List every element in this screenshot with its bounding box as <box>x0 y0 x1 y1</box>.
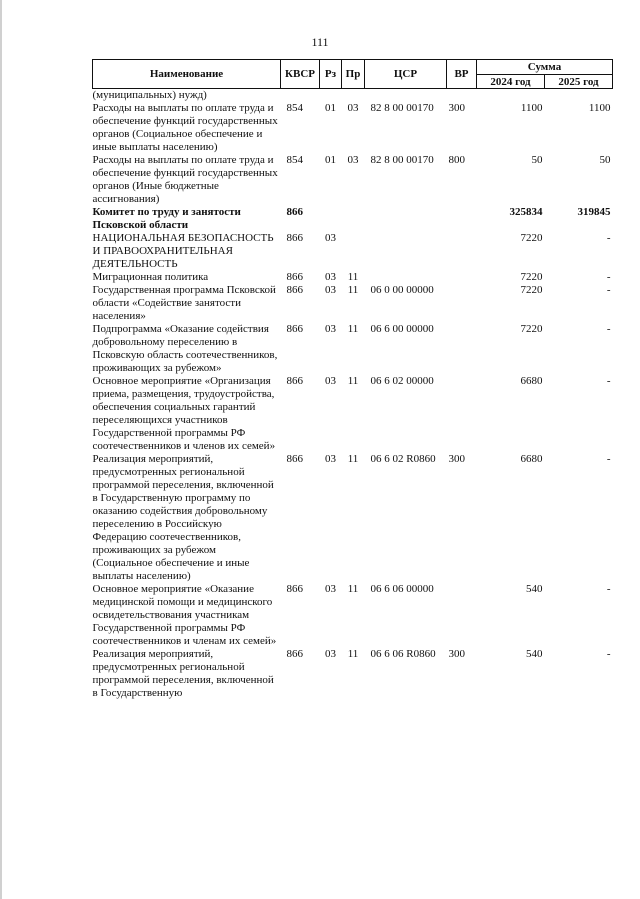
row-csr <box>365 271 447 284</box>
header-vr: ВР <box>447 60 477 89</box>
row-vr: 300 <box>448 453 465 465</box>
row-name: Расходы на выплаты по оплате труда и обеспечение функций государственных органов (Социальное обеспечение и иные выплаты населению) <box>92 102 278 153</box>
header-year-2025: 2025 год <box>545 75 613 89</box>
row-sum-2024: 540 <box>526 648 543 660</box>
row-sum-2024: 6680 <box>520 375 543 387</box>
row-vr: 800 <box>448 154 465 166</box>
row-kvsr: 866 <box>286 206 303 218</box>
row-sum-2024: 7220 <box>520 271 543 283</box>
table-row <box>93 102 613 154</box>
row-vr <box>447 284 477 323</box>
table-row <box>93 583 613 648</box>
row-name: Подпрограмма «Оказание содействия добровольному переселению в Псковскую область соотечественников, проживающих за рубежом» <box>92 323 278 374</box>
row-vr <box>447 271 477 284</box>
row-kvsr: 866 <box>286 284 303 296</box>
table-header <box>93 60 613 89</box>
row-csr: 06 6 02 R0860 <box>370 453 436 465</box>
row-pr <box>342 206 365 232</box>
row-sum-2025: - <box>606 323 611 335</box>
row-vr <box>447 323 477 375</box>
row-name: Комитет по труду и занятости Псковской области <box>92 206 241 231</box>
row-sum-2024: 6680 <box>520 453 543 465</box>
row-sum-2025: - <box>606 453 611 465</box>
row-rz: 03 <box>325 648 336 660</box>
row-csr: 06 0 00 00000 <box>370 284 434 296</box>
table-row <box>93 271 613 284</box>
row-vr <box>447 583 477 648</box>
header-sum: Сумма <box>477 60 613 75</box>
row-rz: 03 <box>325 232 336 244</box>
table-row <box>93 206 613 232</box>
row-name: Расходы на выплаты по оплате труда и обеспечение функций государственных органов (Иные бюджетные ассигнования) <box>92 154 278 205</box>
row-sum-2025: - <box>606 271 611 283</box>
row-pr <box>342 232 365 271</box>
row-kvsr: 854 <box>286 154 303 166</box>
row-csr: 82 8 00 00170 <box>370 102 434 114</box>
header-name: Наименование <box>93 60 281 89</box>
header-pr: Пр <box>342 60 365 89</box>
row-sum-2024: 7220 <box>520 232 543 244</box>
table-row <box>93 648 613 700</box>
row-pr: 11 <box>347 375 359 387</box>
table-row <box>93 232 613 271</box>
row-rz: 03 <box>325 583 336 595</box>
row-vr: 300 <box>448 102 465 114</box>
row-sum-2025: - <box>606 583 611 595</box>
row-csr: 06 6 00 00000 <box>370 323 434 335</box>
row-rz: 03 <box>325 323 336 335</box>
row-csr <box>365 232 447 271</box>
row-sum-2025: - <box>606 232 611 244</box>
row-kvsr: 866 <box>286 271 303 283</box>
row-vr: 300 <box>448 648 465 660</box>
row-sum-2025: 50 <box>599 154 611 166</box>
header-kvsr: КВСР <box>281 60 320 89</box>
row-kvsr: 866 <box>286 323 303 335</box>
budget-table <box>92 59 613 700</box>
row-pr: 11 <box>347 271 359 283</box>
row-sum-2025: - <box>606 375 611 387</box>
row-name: Реализация мероприятий, предусмотренных региональной программой переселения, включенной в Государственную <box>92 648 274 699</box>
table-body <box>93 89 613 701</box>
row-csr: 06 6 06 R0860 <box>370 648 436 660</box>
row-pr: 03 <box>347 102 359 114</box>
row-vr <box>447 232 477 271</box>
row-rz <box>320 89 342 103</box>
row-sum-2024: 325834 <box>509 206 543 218</box>
row-name: НАЦИОНАЛЬНАЯ БЕЗОПАСНОСТЬ И ПРАВООХРАНИТЕЛЬНАЯ ДЕЯТЕЛЬНОСТЬ <box>92 232 274 270</box>
row-name: Миграционная политика <box>92 271 209 283</box>
row-sum-2024: 540 <box>526 583 543 595</box>
row-name: (муниципальных) нужд) <box>92 89 207 101</box>
row-name: Основное мероприятие «Организация приема, размещения, трудоустройства, обеспечения социальных гарантий переселяющихся участников Государственной программы РФ соотечественников и членов их семей» <box>92 375 276 452</box>
row-pr: 11 <box>347 583 359 595</box>
row-pr: 03 <box>347 154 359 166</box>
row-csr: 82 8 00 00170 <box>370 154 434 166</box>
table-row <box>93 375 613 453</box>
row-pr: 11 <box>347 648 359 660</box>
row-rz: 03 <box>325 271 336 283</box>
table-row <box>93 154 613 206</box>
row-name: Реализация мероприятий, предусмотренных региональной программой переселения, включенной в Государственную программу по оказанию содействия добровольному переселению в Российскую Федерацию соотечественников, проживающих за рубежом (Социальное обеспечение и иные выплаты населению) <box>92 453 274 582</box>
scan-edge <box>0 0 2 899</box>
table-row <box>93 89 613 103</box>
row-sum-2024 <box>477 89 545 103</box>
header-csr: ЦСР <box>365 60 447 89</box>
header-rz: Рз <box>320 60 342 89</box>
row-rz: 03 <box>325 284 336 296</box>
row-kvsr: 866 <box>286 375 303 387</box>
row-kvsr: 866 <box>286 648 303 660</box>
row-kvsr: 854 <box>286 102 303 114</box>
row-csr: 06 6 02 00000 <box>370 375 434 387</box>
row-vr <box>447 89 477 103</box>
row-rz: 03 <box>325 453 336 465</box>
row-pr <box>342 89 365 103</box>
row-name: Основное мероприятие «Оказание медицинской помощи и медицинского освидетельствования участникам Государственной программы РФ соотечественников и членам их семей» <box>92 583 277 647</box>
row-csr: 06 6 06 00000 <box>370 583 434 595</box>
table-row <box>93 284 613 323</box>
row-pr: 11 <box>347 323 359 335</box>
header-year-2024: 2024 год <box>477 75 545 89</box>
row-sum-2025: 319845 <box>577 206 611 218</box>
row-pr: 11 <box>347 284 359 296</box>
row-name: Государственная программа Псковской области «Содействие занятости населения» <box>92 284 276 322</box>
row-sum-2024: 50 <box>531 154 543 166</box>
row-vr <box>447 206 477 232</box>
row-sum-2024: 7220 <box>520 323 543 335</box>
page-number: 111 <box>311 35 329 49</box>
row-rz <box>320 206 342 232</box>
row-sum-2025: - <box>606 284 611 296</box>
row-sum-2024: 7220 <box>520 284 543 296</box>
row-sum-2025 <box>545 89 613 103</box>
row-kvsr: 866 <box>286 583 303 595</box>
row-rz: 03 <box>325 375 336 387</box>
table-row <box>93 323 613 375</box>
row-rz: 01 <box>325 102 336 114</box>
row-sum-2024: 1100 <box>520 102 543 114</box>
row-kvsr <box>281 89 320 103</box>
row-rz: 01 <box>325 154 336 166</box>
row-kvsr: 866 <box>286 232 303 244</box>
row-sum-2025: 1100 <box>588 102 611 114</box>
row-pr: 11 <box>347 453 359 465</box>
row-kvsr: 866 <box>286 453 303 465</box>
table-row <box>93 453 613 583</box>
row-sum-2025: - <box>606 648 611 660</box>
row-csr <box>365 89 447 103</box>
row-csr <box>365 206 447 232</box>
row-vr <box>447 375 477 453</box>
